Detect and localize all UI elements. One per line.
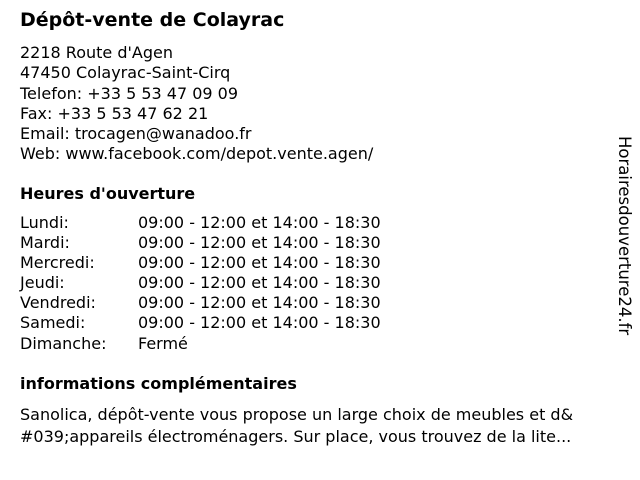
hours-day: Mercredi: <box>20 253 95 273</box>
hours-time: Fermé <box>138 333 188 353</box>
hours-day: Vendredi: <box>20 293 96 313</box>
hours-row <box>20 233 381 253</box>
hours-time: 09:00 - 12:00 et 14:00 - 18:30 <box>138 213 381 232</box>
hours-time: 09:00 - 12:00 et 14:00 - 18:30 <box>138 233 381 253</box>
additional-info-text <box>20 404 630 447</box>
address-street: 2218 Route d'Agen <box>20 43 173 62</box>
fax-number: Fax: +33 5 53 47 62 21 <box>20 103 209 123</box>
hours-time: 09:00 - 12:00 et 14:00 - 18:30 <box>138 313 381 333</box>
address-city: 47450 Colayrac-Saint-Cirq <box>20 63 231 83</box>
hours-day: Lundi: <box>20 213 69 232</box>
hours-row <box>20 313 381 333</box>
additional-info-heading: informations complémentaires <box>20 374 297 393</box>
hours-day: Samedi: <box>20 313 86 333</box>
watermark-text: Horairesdouverture24.fr <box>615 136 634 336</box>
hours-time: 09:00 - 12:00 et 14:00 - 18:30 <box>138 293 381 313</box>
description-line: #039;appareils électroménagers. Sur place, vous trouvez de la lite... <box>20 426 572 446</box>
website-url: Web: www.facebook.com/depot.vente.agen/ <box>20 144 374 164</box>
hours-day: Jeudi: <box>20 273 65 293</box>
opening-hours-heading: Heures d'ouverture <box>20 184 196 203</box>
phone-number: Telefon: +33 5 53 47 09 09 <box>20 83 239 103</box>
hours-day: Dimanche: <box>20 333 107 353</box>
hours-row <box>20 293 381 313</box>
opening-hours-table <box>20 213 381 354</box>
hours-day: Mardi: <box>20 233 70 253</box>
hours-time: 09:00 - 12:00 et 14:00 - 18:30 <box>138 273 381 293</box>
hours-row <box>20 273 381 293</box>
contact-block <box>20 43 373 165</box>
hours-row <box>20 253 381 273</box>
email-address: Email: trocagen@wanadoo.fr <box>20 124 252 144</box>
business-name: Dépôt-vente de Colayrac <box>20 9 285 31</box>
hours-row <box>20 334 381 354</box>
description-line: Sanolica, dépôt-vente vous propose un large choix de meubles et d& <box>20 405 574 424</box>
hours-time: 09:00 - 12:00 et 14:00 - 18:30 <box>138 253 381 273</box>
hours-row <box>20 213 381 233</box>
